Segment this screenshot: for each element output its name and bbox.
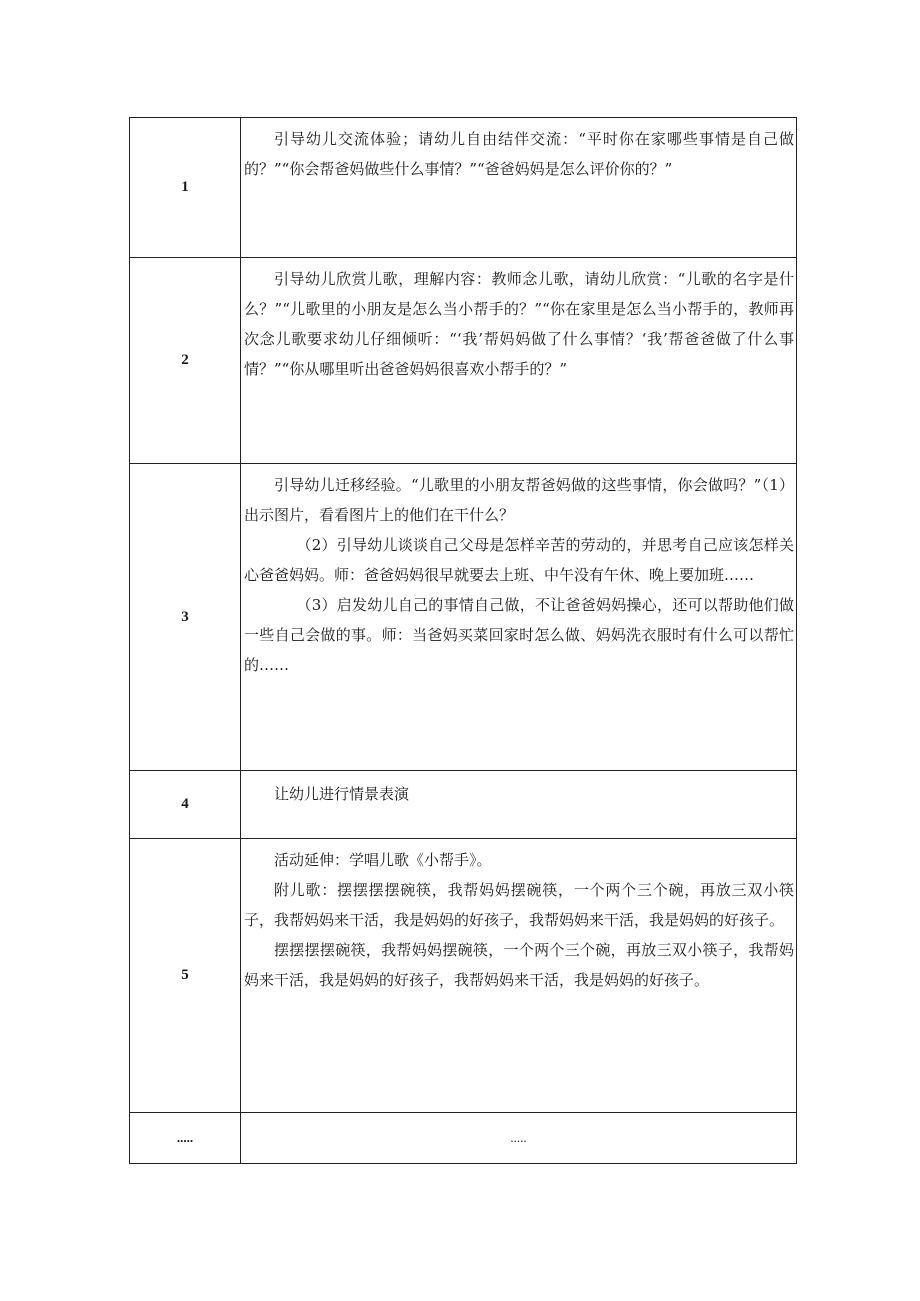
step-number: 2 — [130, 258, 241, 464]
table-row — [130, 839, 797, 1113]
table-row — [130, 464, 797, 771]
step-content — [241, 839, 797, 1113]
step-paragraph: 摆摆摆摆碗筷，我帮妈妈摆碗筷，一个两个三个碗，再放三双小筷子，我帮妈妈来干活，我是妈妈的好孩子，我帮妈妈来干活，我是妈妈的好孩子。 — [244, 941, 794, 989]
step-content — [241, 258, 797, 464]
table-row — [130, 118, 797, 258]
table-row — [130, 258, 797, 464]
step-paragraph: 引导幼儿欣赏儿歌，理解内容：教师念儿歌，请幼儿欣赏：“儿歌的名字是什么？”“儿歌里的小朋友是怎么当小帮手的？”“你在家里是怎么当小帮手的，教师再次念儿歌要求幼儿仔细倾听：“‘我’帮妈妈做了什么事情？‘我’帮爸爸做了什么事情？”“你从哪里听出爸爸妈妈很喜欢小帮手的？” — [244, 270, 794, 378]
step-number: 1 — [130, 118, 241, 258]
activity-steps-table — [129, 117, 797, 1164]
step-content — [241, 118, 797, 258]
step-paragraph: 活动延伸：学唱儿歌《小帮手》。 — [274, 851, 492, 869]
step-content: ..... — [241, 1113, 797, 1164]
step-content — [241, 464, 797, 771]
table-row — [130, 1113, 797, 1164]
step-number: 5 — [130, 839, 241, 1113]
step-paragraph: 附儿歌：摆摆摆摆碗筷，我帮妈妈摆碗筷，一个两个三个碗，再放三双小筷子，我帮妈妈来干活，我是妈妈的好孩子，我帮妈妈来干活，我是妈妈的好孩子。 — [244, 881, 794, 929]
step-paragraph: （2）引导幼儿谈谈自己父母是怎样辛苦的劳动的，并思考自己应该怎样关心爸爸妈妈。师：爸爸妈妈很早就要去上班、中午没有午休、晚上要加班…… — [244, 536, 794, 584]
step-number: ..... — [130, 1113, 241, 1164]
step-paragraph: 引导幼儿交流体验；请幼儿自由结伴交流：“平时你在家哪些事情是自己做的？”“你会帮爸妈做些什么事情？”“爸爸妈妈是怎么评价你的？” — [244, 130, 794, 178]
step-paragraph: 让幼儿进行情景表演 — [274, 785, 410, 803]
step-content — [241, 771, 797, 839]
step-paragraph: 引导幼儿迁移经验。“儿歌里的小朋友帮爸妈做的这些事情，你会做吗？”（1）出示图片，看看图片上的他们在干什么？ — [244, 476, 794, 524]
step-paragraph: （3）启发幼儿自己的事情自己做，不让爸爸妈妈操心，还可以帮助他们做一些自己会做的事。师：当爸妈买菜回家时怎么做、妈妈洗衣服时有什么可以帮忙的…… — [244, 596, 794, 674]
table-row — [130, 771, 797, 839]
step-number: 3 — [130, 464, 241, 771]
step-number: 4 — [130, 771, 241, 839]
